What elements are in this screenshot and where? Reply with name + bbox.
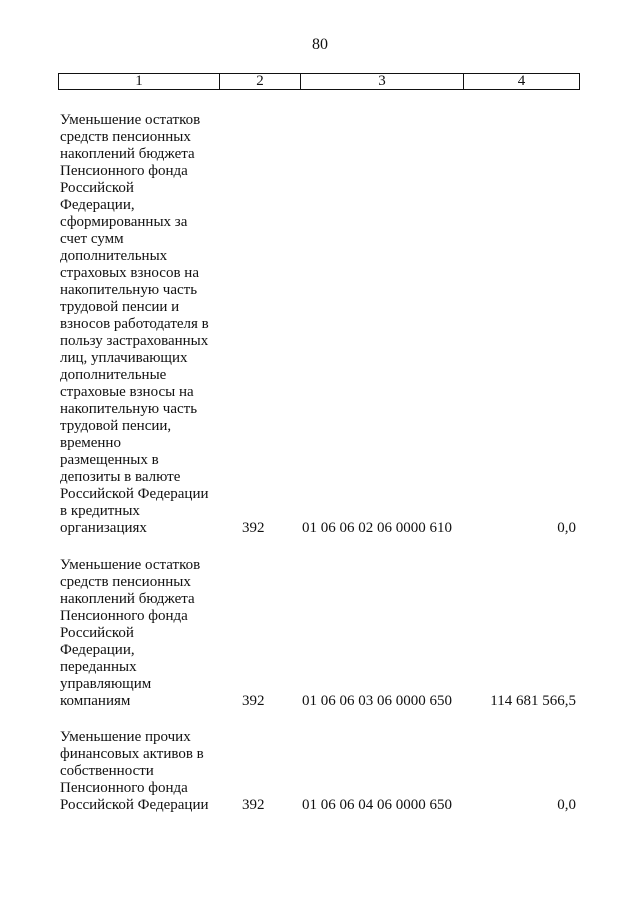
row-name-line: Пенсионного фонда <box>60 780 188 796</box>
row-name <box>60 729 235 814</box>
row-code: 392 <box>242 797 265 813</box>
row-name-line: дополнительные <box>60 367 167 383</box>
row-name-line: пользу застрахованных <box>60 333 209 349</box>
row-name-line: накопительную часть <box>60 401 198 417</box>
column-header-4: 4 <box>463 74 579 89</box>
row-name-line: депозиты в валюте <box>60 469 181 485</box>
row-amount: 0,0 <box>557 520 576 536</box>
row-name <box>60 112 235 537</box>
row-amount: 114 681 566,5 <box>490 693 576 709</box>
row-name-line: взносов работодателя в <box>60 316 209 332</box>
row-name-line: счет сумм <box>60 231 124 247</box>
row-name <box>60 557 235 710</box>
row-name-line: дополнительных <box>60 248 168 264</box>
row-name-line: средств пенсионных <box>60 574 191 590</box>
row-name-line: страховых взносов на <box>60 265 199 281</box>
row-code: 392 <box>242 693 265 709</box>
row-name-line: Федерации, <box>60 197 135 213</box>
row-name-line: Пенсионного фонда <box>60 163 188 179</box>
row-code: 392 <box>242 520 265 536</box>
row-name-line: Федерации, <box>60 642 135 658</box>
row-name-line: Уменьшение остатков <box>60 112 201 128</box>
row-kbk: 01 06 06 04 06 0000 650 <box>302 797 452 813</box>
row-name-line: Российской Федерации <box>60 797 209 813</box>
column-header-1: 1 <box>135 73 143 89</box>
row-name-line: накоплений бюджета <box>60 146 195 162</box>
row-name-line: Российской Федерации <box>60 486 209 502</box>
row-name-line: Уменьшение остатков <box>60 557 201 573</box>
row-amount: 0,0 <box>557 797 576 813</box>
row-name-line: трудовой пенсии, <box>60 418 172 434</box>
row-name-line: собственности <box>60 763 154 779</box>
table-header <box>58 73 580 90</box>
row-name-line: переданных <box>60 659 137 675</box>
row-kbk: 01 06 06 03 06 0000 650 <box>302 693 452 709</box>
row-name-line: управляющим <box>60 676 152 692</box>
column-header-2: 2 <box>219 74 300 89</box>
row-name-line: в кредитных <box>60 503 140 519</box>
row-name-line: страховые взносы на <box>60 384 194 400</box>
row-name-line: размещенных в <box>60 452 159 468</box>
row-name-line: Российской <box>60 180 134 196</box>
row-name-line: накоплений бюджета <box>60 591 195 607</box>
row-name-line: сформированных за <box>60 214 188 230</box>
row-name-line: организациях <box>60 520 147 536</box>
row-name-line: Уменьшение прочих <box>60 729 191 745</box>
row-name-line: временно <box>60 435 121 451</box>
page-number: 80 <box>312 36 328 53</box>
row-name-line: компаниям <box>60 693 131 709</box>
row-name-line: лиц, уплачивающих <box>60 350 188 366</box>
row-name-line: Российской <box>60 625 134 641</box>
column-header-3: 3 <box>300 74 463 89</box>
row-name-line: трудовой пенсии и <box>60 299 180 315</box>
row-kbk: 01 06 06 02 06 0000 610 <box>302 520 452 536</box>
row-name-line: Пенсионного фонда <box>60 608 188 624</box>
row-name-line: накопительную часть <box>60 282 198 298</box>
row-name-line: финансовых активов в <box>60 746 204 762</box>
row-name-line: средств пенсионных <box>60 129 191 145</box>
